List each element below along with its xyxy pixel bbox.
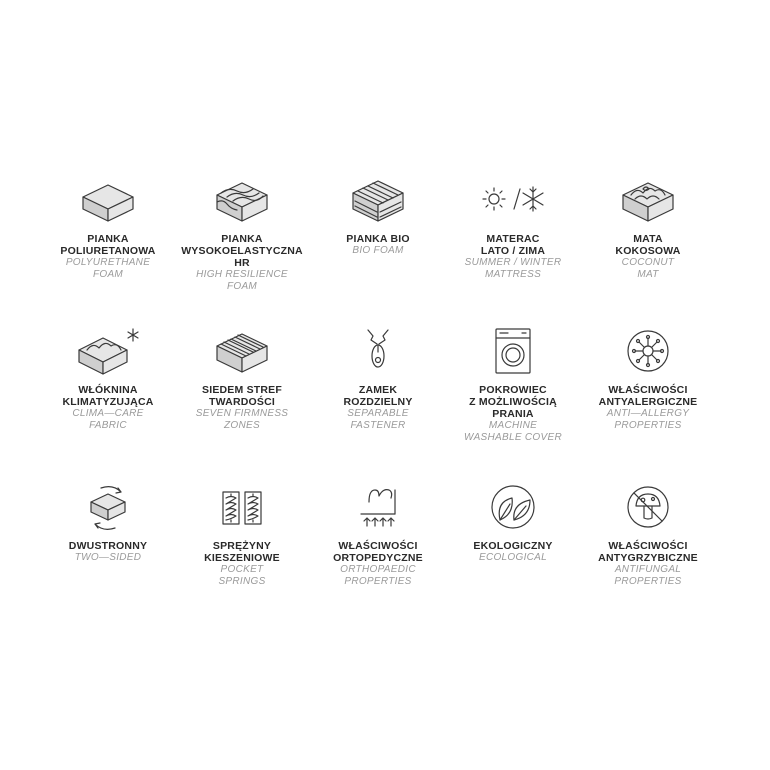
feature-separable-fastener [308,326,448,432]
label-en: TWO—SIDED [74,552,142,563]
label-pl: PIANKA WYSOKOELASTYCZNA HR [181,233,303,269]
label-pl: MATERAC LATO / ZIMA [480,233,546,257]
feature-orthopaedic [308,482,448,588]
feature-two-sided [38,482,178,564]
label-pl: SIEDEM STREF TWARDOŚCI [202,384,282,408]
hr-foam-icon [207,175,277,225]
two-sided-icon [73,482,143,532]
feature-clima-fabric [38,326,178,432]
label-pl: ZAMEK ROZDZIELNY [343,384,413,408]
orthopaedic-icon [343,482,413,532]
label-pl: WŁÓKNINA KLIMATYZUJĄCA [62,384,154,408]
label-en: ANTIFUNGAL PROPERTIES [614,564,682,587]
label-pl: PIANKA POLIURETANOWA [60,233,156,257]
label-pl: EKOLOGICZNY [473,540,553,552]
label-pl: POKROWIEC Z MOŻLIWOŚCIĄ PRANIA [469,384,557,420]
feature-summer-winter [443,175,583,281]
label-pl: WŁAŚCIWOŚCI ORTOPEDYCZNE [333,540,423,564]
feature-antifungal [578,482,718,588]
feature-coconut-mat [578,175,718,281]
label-en: POLYURETHANE FOAM [65,257,151,280]
label-pl: PIANKA BIO [346,233,410,245]
label-en: POCKET SPRINGS [218,564,266,587]
label-en: SEVEN FIRMNESS ZONES [195,408,289,431]
label-en: ECOLOGICAL [478,552,548,563]
feature-ecological [443,482,583,564]
label-pl: DWUSTRONNY [68,540,148,552]
clima-fabric-icon [73,326,143,376]
feature-polyurethane-foam [38,175,178,281]
label-en: ORTHOPAEDIC PROPERTIES [340,564,416,587]
firmness-zones-icon [207,326,277,376]
label-en: BIO FOAM [352,245,404,256]
feature-pocket-springs [172,482,312,588]
leaf-icon [478,482,548,532]
bio-foam-icon [343,175,413,225]
label-pl: MATA KOKOSOWA [615,233,681,257]
label-en: ANTI—ALLERGY PROPERTIES [606,408,690,431]
foam-block-icon [73,175,143,225]
label-en: CLIMA—CARE FABRIC [72,408,144,431]
label-en: MACHINE WASHABLE COVER [464,420,562,443]
feature-hr-foam [172,175,312,293]
pocket-springs-icon [207,482,277,532]
zipper-icon [343,326,413,376]
label-en: SEPARABLE FASTENER [347,408,409,431]
label-en: SUMMER / WINTER MATTRESS [464,257,562,280]
label-pl: WŁAŚCIWOŚCI ANTYGRZYBICZNE [598,540,698,564]
anti-allergy-icon [613,326,683,376]
antifungal-icon [613,482,683,532]
feature-bio-foam [308,175,448,257]
label-en: HIGH RESILIENCE FOAM [196,269,288,292]
sun-snowflake-icon [478,175,548,225]
label-pl: SPRĘŻYNY KIESZENIOWE [204,540,280,564]
label-pl: WŁAŚCIWOŚCI ANTYALERGICZNE [598,384,698,408]
coconut-mat-icon [613,175,683,225]
feature-anti-allergy [578,326,718,432]
label-en: COCONUT MAT [621,257,675,280]
feature-firmness-zones [172,326,312,432]
feature-machine-washable [443,326,583,444]
washing-machine-icon [478,326,548,376]
